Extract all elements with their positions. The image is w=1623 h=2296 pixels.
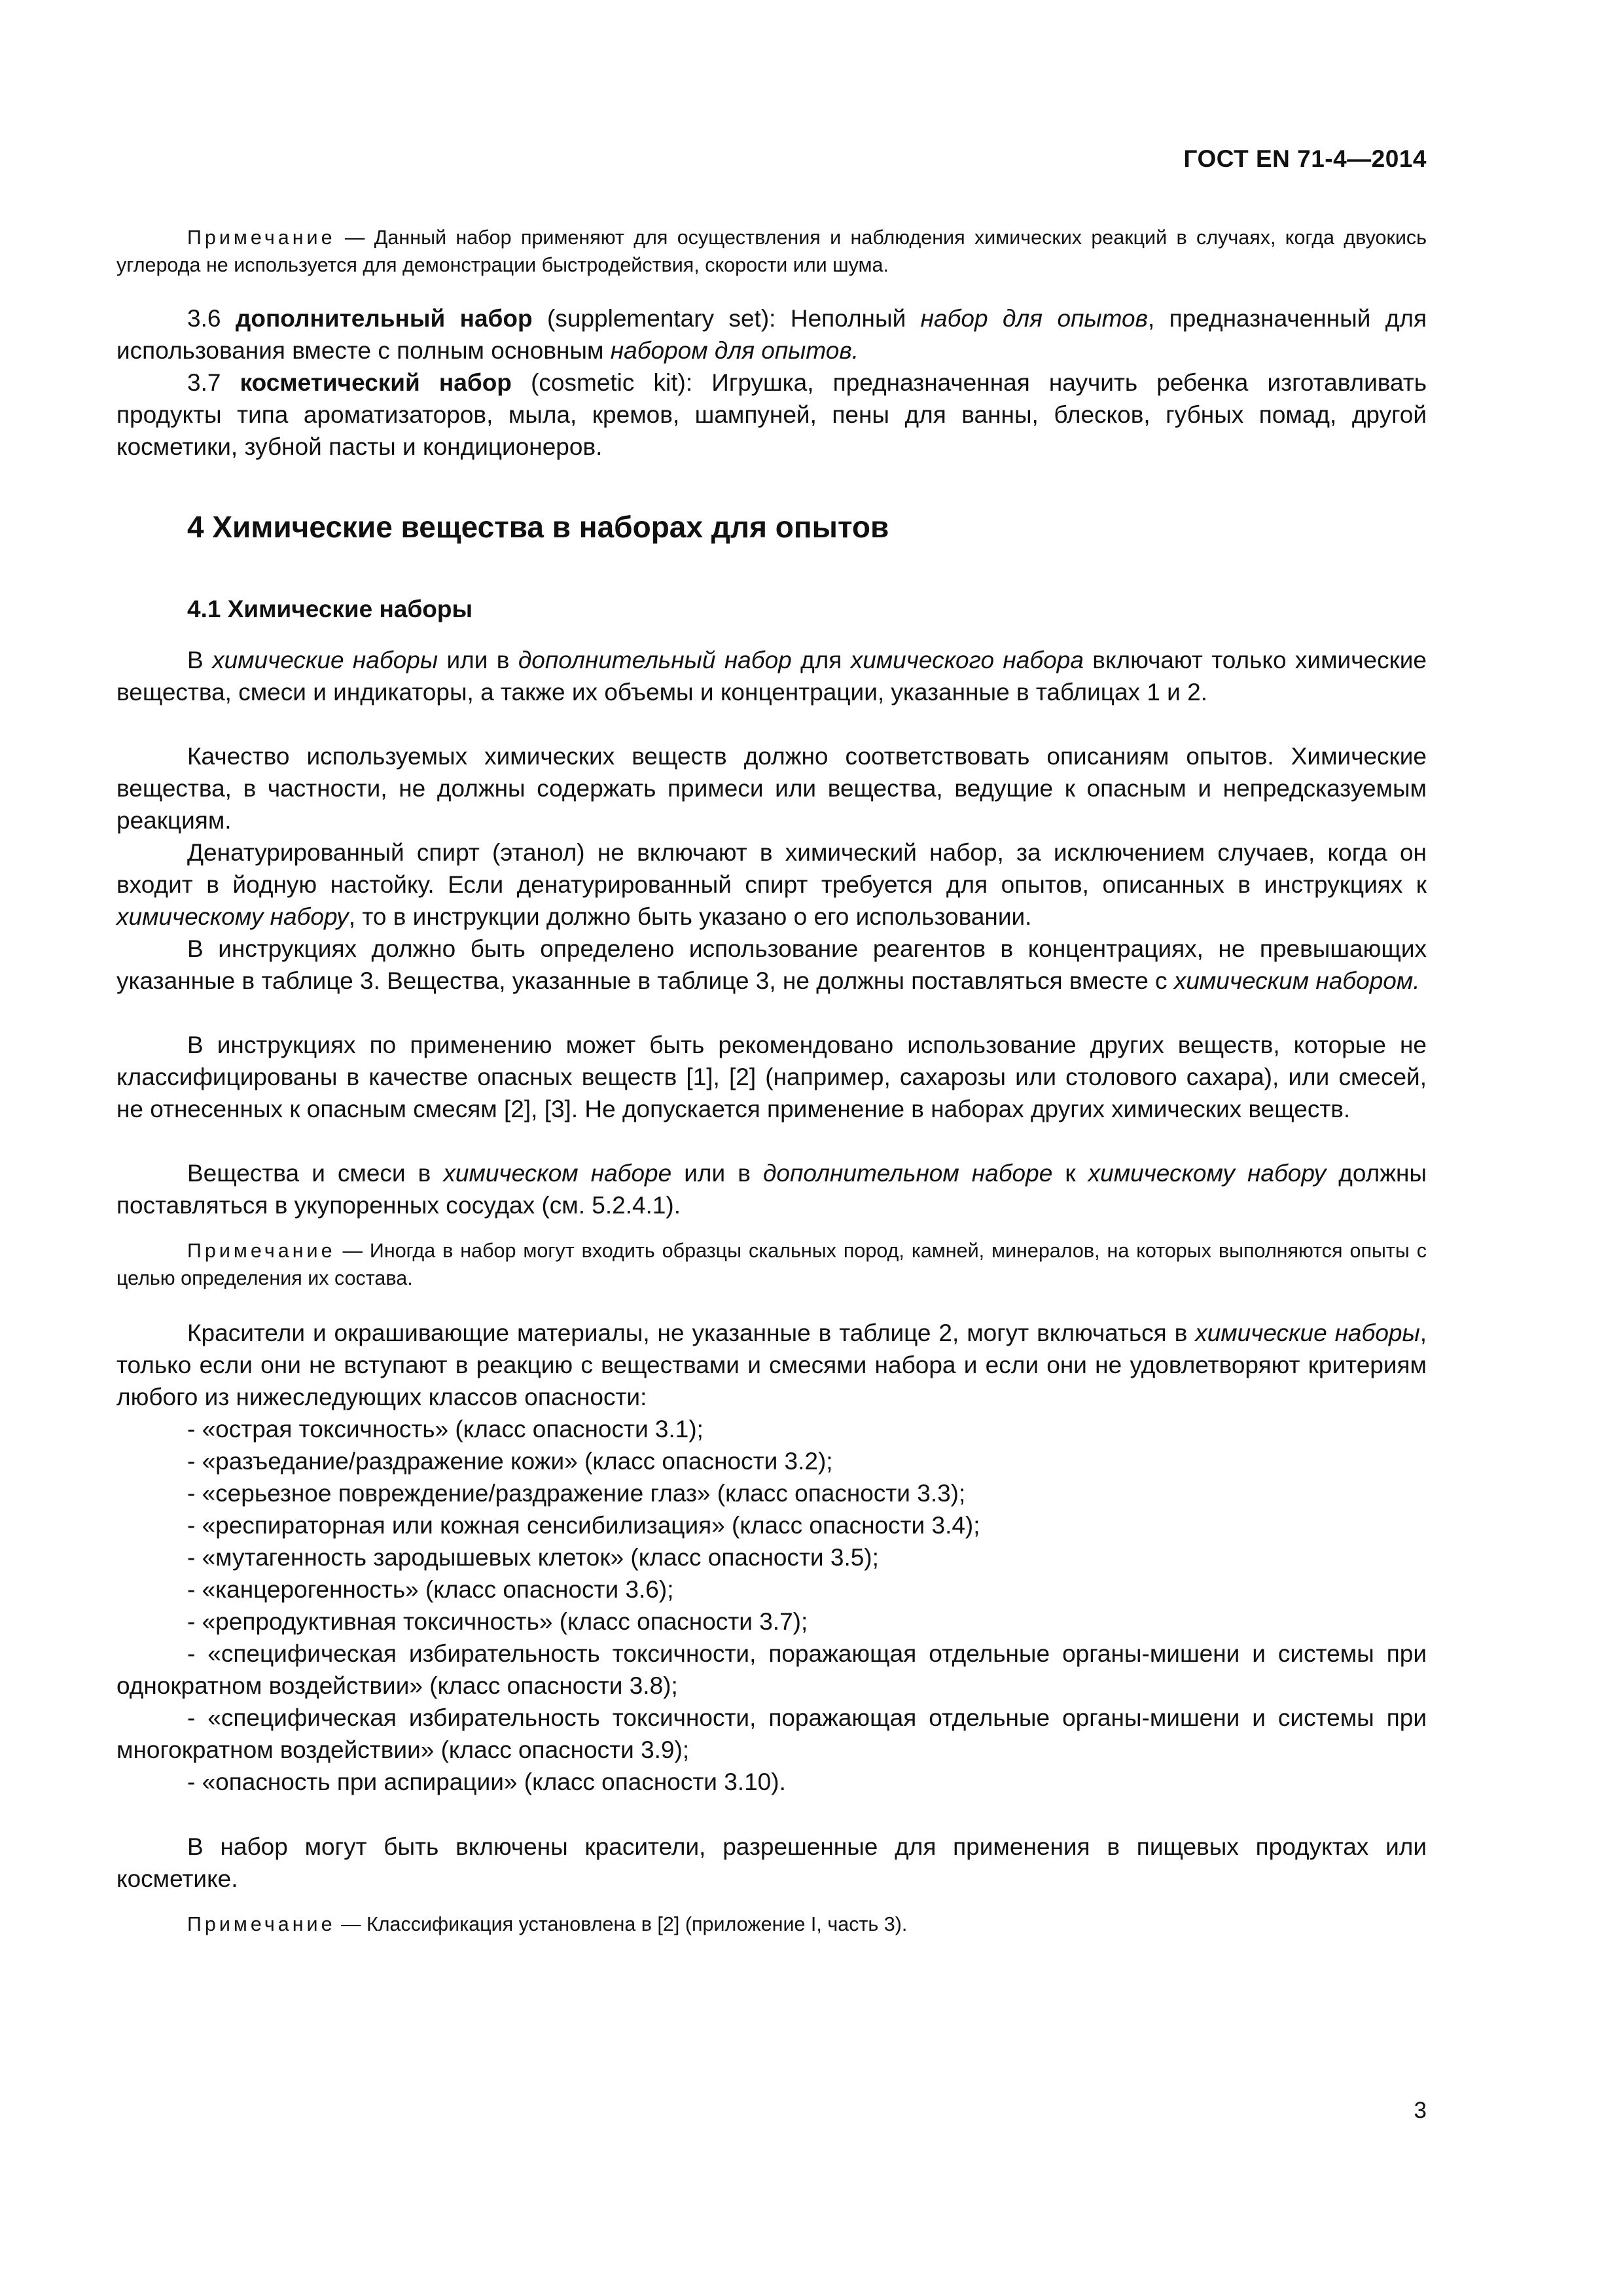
paragraph: Качество используемых химических веществ должно соответствовать описаниям опытов. Химические вещества, в частности, не должны содержать примеси или вещества, ведущие к опасным и непредсказуемым реакциям. [116,743,1427,834]
text: Красители и окрашивающие материалы, не указанные в таблице 2, могут включаться в [187,1319,1196,1346]
italic-term: дополнительный набор [518,647,792,673]
italic-term: дополнительном наборе [762,1160,1053,1187]
section-title: 4 Химические вещества в наборах для опытов [187,510,889,544]
paragraph [116,836,1427,933]
list-item: - «репродуктивная токсичность» (класс опасности 3.7); [187,1608,808,1635]
text: , то в инструкции должно быть указано о его использовании. [348,903,1032,930]
paragraph: В инструкциях по применению может быть рекомендовано использование других веществ, которые не классифицированы в качестве опасных веществ [1], [2] (например, сахарозы или столового сахара), или смесей, не отнесенных к опасным смесям [2], [3]. Не допускается применение в наборах других химических веществ. [116,1031,1427,1122]
text: для [791,647,851,673]
text: В [187,647,213,673]
list-item: - «мутагенность зародышевых клеток» (класс опасности 3.5); [187,1544,879,1571]
note-text: — Классификация установлена в [2] (приложение I, часть 3). [335,1913,908,1935]
definition-3-6 [116,302,1427,367]
italic-term: химические наборы [212,647,438,673]
note-text: — Иногда в набор могут входить образцы скальных пород, камней, минералов, на которых выполняются опыты с целью определения их состава. [116,1240,1427,1289]
italic-term: набором для опытов. [610,337,859,364]
list-item: - «острая токсичность» (класс опасности 3.1); [187,1416,704,1443]
list-item: - «канцерогенность» (класс опасности 3.6); [187,1576,674,1603]
clause-number: 3.7 [187,369,240,396]
definition-text: (cosmetic kit): Игрушка, предназначенная научить ребенка изготавливать продукты типа ароматизаторов, мыла, кремов, шампуней, пены для ванны, блесков, губных помад, другой косметики, зубной пасты и кондиционеров. [116,369,1427,460]
list-item: - «респираторная или кожная сенсибилизация» (класс опасности 3.4); [187,1512,980,1539]
definition-3-7 [116,367,1427,463]
text: или в [438,647,518,673]
paragraph: В набор могут быть включены красители, разрешенные для применения в пищевых продуктах или косметике. [116,1833,1427,1892]
italic-term: химическому набору [116,903,349,930]
list-item: - «опасность при аспирации» (класс опасности 3.10). [187,1768,786,1795]
paragraph [116,1317,1427,1413]
note-block [116,1237,1427,1292]
text: к [1052,1160,1088,1187]
hazard-class-list [116,1413,1427,1798]
section-heading [116,509,1427,545]
list-item: - «разъедание/раздражение кожи» (класс опасности 3.2); [187,1448,833,1475]
standard-designation: ГОСТ EN 71-4—2014 [1183,145,1427,172]
defined-term: дополнительный набор [235,305,533,332]
text: должны поставляться в укупоренных сосудах (см. 5.2.4.1). [116,1160,1427,1219]
italic-term: химическим набором. [1173,967,1420,994]
italic-term: химические наборы [1195,1319,1420,1346]
italic-term: химическом наборе [443,1160,672,1187]
note-label: Примечание [187,1240,336,1262]
defined-term: косметический набор [240,369,512,396]
italic-term: химическому набору [1088,1160,1327,1187]
definition-text: (supplementary set): Неполный [532,305,921,332]
text: В инструкциях должно быть определено использование реагентов в концентрациях, не превышающих указанные в таблице 3. Вещества, указанные в таблице 3, не должны поставляться вместе с [116,935,1427,994]
text: Денатурированный спирт (этанол) не включают в химический набор, за исключением случаев, когда он входит в йодную настойку. Если денатурированный спирт требуется для опытов, описанных в инструкциях к [116,839,1427,898]
italic-term: химического набора [850,647,1084,673]
text: или в [671,1160,763,1187]
italic-term: набор для опытов [920,305,1148,332]
definition-text: , предназначенный для использования вместе с полным основным [116,305,1427,364]
list-item: - «специфическая избирательность токсичности, поражающая отдельные органы-мишени и системы при многократном воздействии» (класс опасности 3.9); [116,1704,1427,1763]
subsection-title: 4.1 Химические наборы [187,596,473,622]
list-item: - «серьезное повреждение/раздражение глаз» (класс опасности 3.3); [187,1480,966,1507]
note-block [116,224,1427,279]
page-number: 3 [1414,2098,1427,2123]
subsection-heading [116,596,1427,623]
paragraph [116,644,1427,708]
list-item: - «специфическая избирательность токсичности, поражающая отдельные органы-мишени и системы при однократном воздействии» (класс опасности 3.8); [116,1640,1427,1699]
clause-number: 3.6 [187,305,236,332]
text: включают только химические вещества, смеси и индикаторы, а также их объемы и концентрации, указанные в таблицах 1 и 2. [116,647,1427,706]
paragraph [116,933,1427,997]
note-text: — Данный набор применяют для осуществления и наблюдения химических реакций в случаях, когда двуокись углерода не используется для демонстрации быстродействия, скорости или шума. [116,226,1427,276]
paragraph [116,1157,1427,1221]
note-label: Примечание [187,226,336,249]
text: , только если они не вступают в реакцию с веществами и смесями набора и если они не удовлетворяют критериям любого из нижеследующих классов опасности: [116,1319,1427,1410]
text: Вещества и смеси в [187,1160,444,1187]
note-block [116,1910,1427,1938]
note-label: Примечание [187,1913,336,1935]
